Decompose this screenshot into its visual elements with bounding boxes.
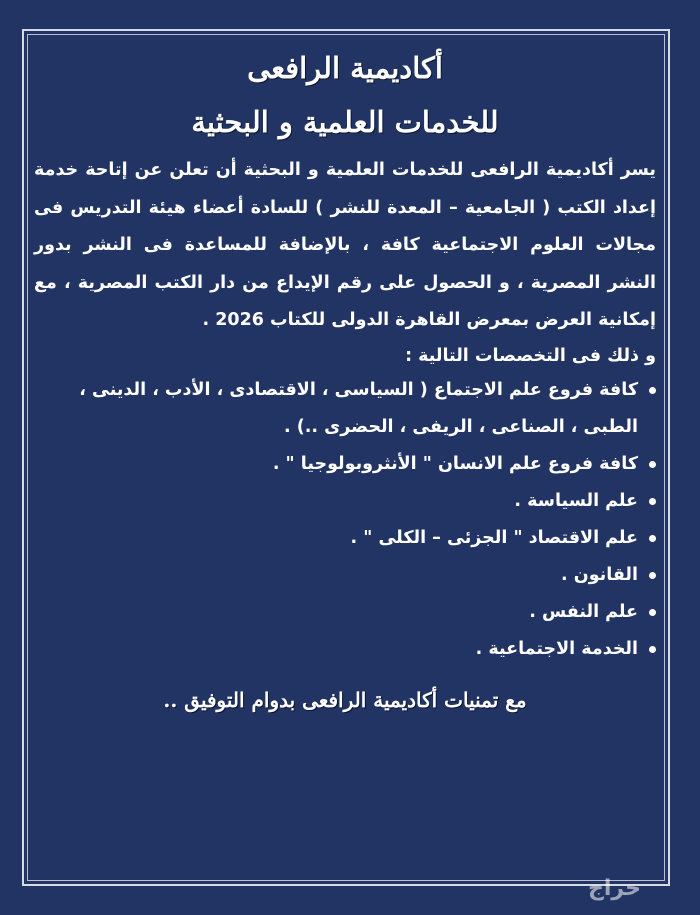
bullet-icon (649, 461, 656, 468)
list-item-text: علم النفس . (529, 601, 638, 622)
list-item (34, 594, 656, 631)
list-item-text: كافة فروع علم الاجتماع ( السياسى ، الاقتصادى ، الأدب ، الدينى ، الطبى ، الصناعى ، الريفى ، الحضرى ..) . (79, 379, 638, 437)
list-item (34, 557, 656, 594)
bullet-icon (649, 387, 656, 394)
bullet-icon (649, 535, 656, 542)
list-item-text: علم الاقتصاد " الجزئى – الكلى " . (350, 527, 638, 548)
specializations-list (34, 372, 656, 668)
list-item (34, 372, 656, 446)
list-item (34, 446, 656, 483)
list-item-text: الخدمة الاجتماعية . (475, 638, 638, 659)
academy-subtitle: للخدمات العلمية و البحثية (191, 105, 499, 139)
list-item-text: كافة فروع علم الانسان " الأنثروبولوجيا " . (272, 453, 638, 474)
specs-intro: و ذلك فى التخصصات التالية : (405, 345, 656, 366)
bullet-icon (649, 609, 656, 616)
list-item-text: القانون . (561, 564, 638, 585)
closing-line: مع تمنيات أكاديمية الرافعى بدوام التوفيق .. (163, 687, 527, 712)
bullet-icon (649, 498, 656, 505)
haraj-watermark: حراج (588, 876, 641, 901)
flyer-content (34, 40, 656, 720)
list-item (34, 520, 656, 557)
list-item (34, 483, 656, 520)
list-item-text: علم السياسة . (514, 490, 638, 511)
list-item (34, 631, 656, 668)
intro-paragraph: يسر أكاديمية الرافعى للخدمات العلمية و البحثية أن تعلن عن إتاحة خدمة إعداد الكتب ( الجامعية – المعدة للنشر ) للسادة أعضاء هيئة التدريس فى مجالات العلوم الاجتماعية كافة ، بالإضافة للمساعدة فى النشر بدور النشر المصرية ، و الحصول على رقم الإيداع من دار الكتب المصرية ، مع إمكانية العرض بمعرض القاهرة الدولى للكتاب 2026 . (34, 160, 656, 330)
bullet-icon (649, 572, 656, 579)
bullet-icon (649, 646, 656, 653)
academy-name: أكاديمية الرافعى (247, 51, 443, 85)
